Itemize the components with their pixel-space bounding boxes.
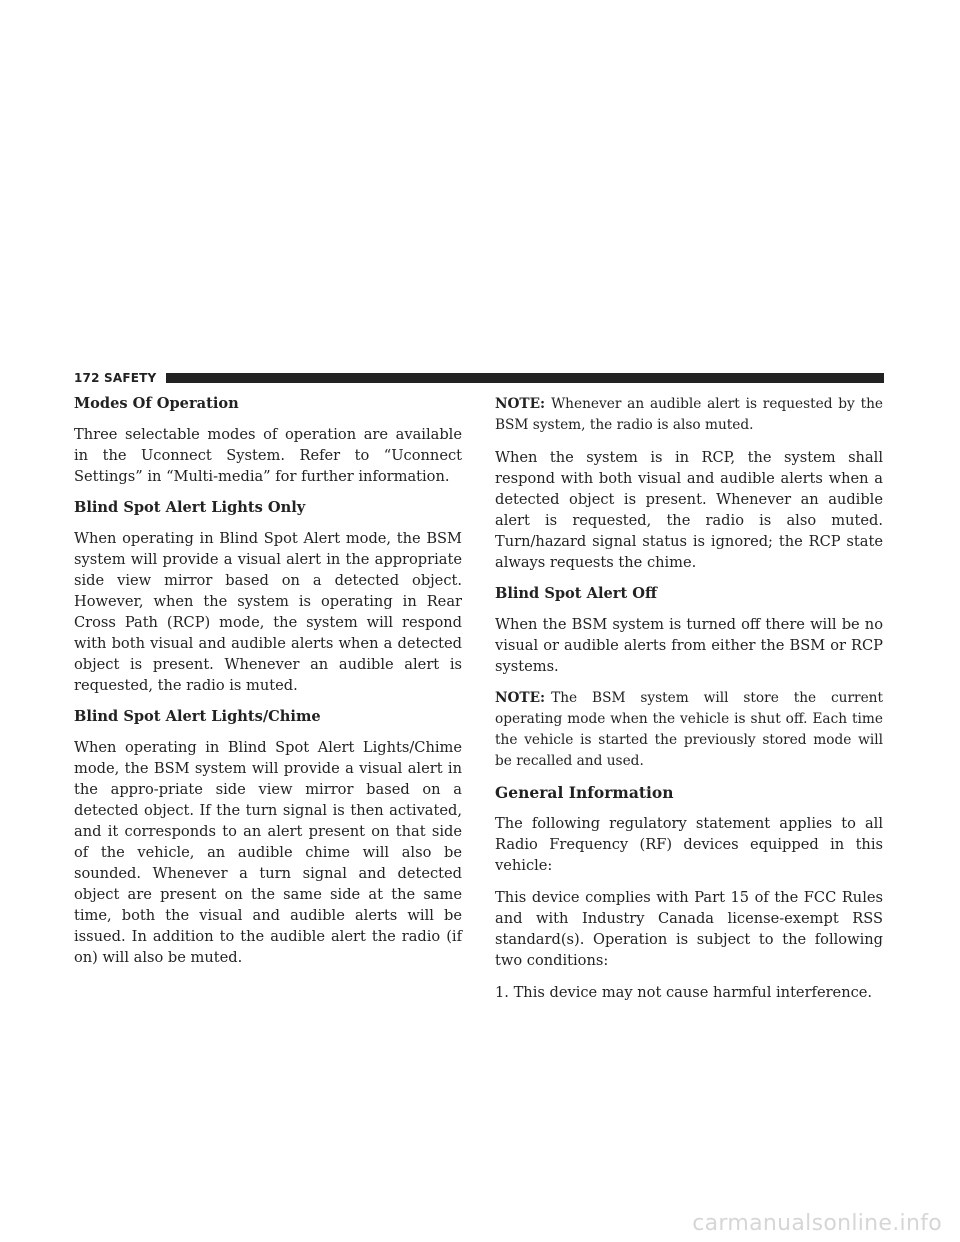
paragraph-lights-chime: When operating in Blind Spot Alert Lights/Chime mode, the BSM system will provide a visual alert in the appro-priate side view mirror based on a detected object. If the turn signal is then activated, and it corresponds to an alert present on that side of the vehicle, an audible chime will also be sounded. Whenever a turn signal and detected object are present on the same side at the same time, both the visual and audible alerts will be issued. In addition to the audible alert the radio (if on) will also be muted. [74, 739, 462, 966]
left-column [74, 394, 462, 979]
note-stored-mode [495, 688, 883, 772]
note-text: The BSM system will store the current operating mode when the vehicle is shut off. Each time the vehicle is started the previously stored mode will be recalled and used. [495, 690, 883, 769]
section-heading-lights-only: Blind Spot Alert Lights Only [74, 499, 306, 516]
note-text: Whenever an audible alert is requested by the BSM system, the radio is also muted. [495, 396, 883, 433]
section-heading-lights-chime: Blind Spot Alert Lights/Chime [74, 708, 321, 725]
paragraph-lights-only: When operating in Blind Spot Alert mode, the BSM system will provide a visual alert in the appropriate side view mirror based on a detected object. However, when the system is operating in Rear Cross Path (RCP) mode, the system will respond with both visual and audible alerts when a detected object is present. Whenever an audible alert is requested, the radio is muted. [74, 530, 462, 694]
paragraph-rcp: When the system is in RCP, the system shall respond with both visual and audible alerts when a detected object is present. Whenever an audible alert is requested, the radio is also muted. Turn/hazard signal status is ignored; the RCP state always requests the chime. [495, 449, 883, 571]
paragraph-regulatory-statement: The following regulatory statement applies to all Radio Frequency (RF) devices equipped in this vehicle: [495, 815, 883, 874]
section-heading-modes-of-operation: Modes Of Operation [74, 395, 239, 412]
paragraph-alert-off: When the BSM system is turned off there will be no visual or audible alerts from either the BSM or RCP systems. [495, 616, 883, 675]
header-rule-bar [166, 373, 884, 383]
paragraph-modes-of-operation: Three selectable modes of operation are available in the Uconnect System. Refer to “Uconnect Settings” in “Multi-media” for further information. [74, 426, 462, 485]
note-audible-alert [495, 394, 883, 436]
paragraph-fcc-compliance: This device complies with Part 15 of the FCC Rules and with Industry Canada license-exempt RSS standard(s). Operation is subject to the following two conditions: [495, 889, 883, 969]
page-header [74, 371, 884, 385]
section-heading-alert-off: Blind Spot Alert Off [495, 585, 657, 602]
section-heading-general-information: General Information [495, 783, 674, 802]
note-label: NOTE: [495, 690, 546, 706]
note-label: NOTE: [495, 396, 546, 412]
list-item-condition-1: 1. This device may not cause harmful interference. [495, 984, 873, 1001]
page-number-section-label: 172 SAFETY [74, 371, 157, 385]
watermark: carmanualsonline.info [692, 1211, 942, 1236]
page-footer [0, 1204, 960, 1242]
right-column [495, 394, 883, 1014]
